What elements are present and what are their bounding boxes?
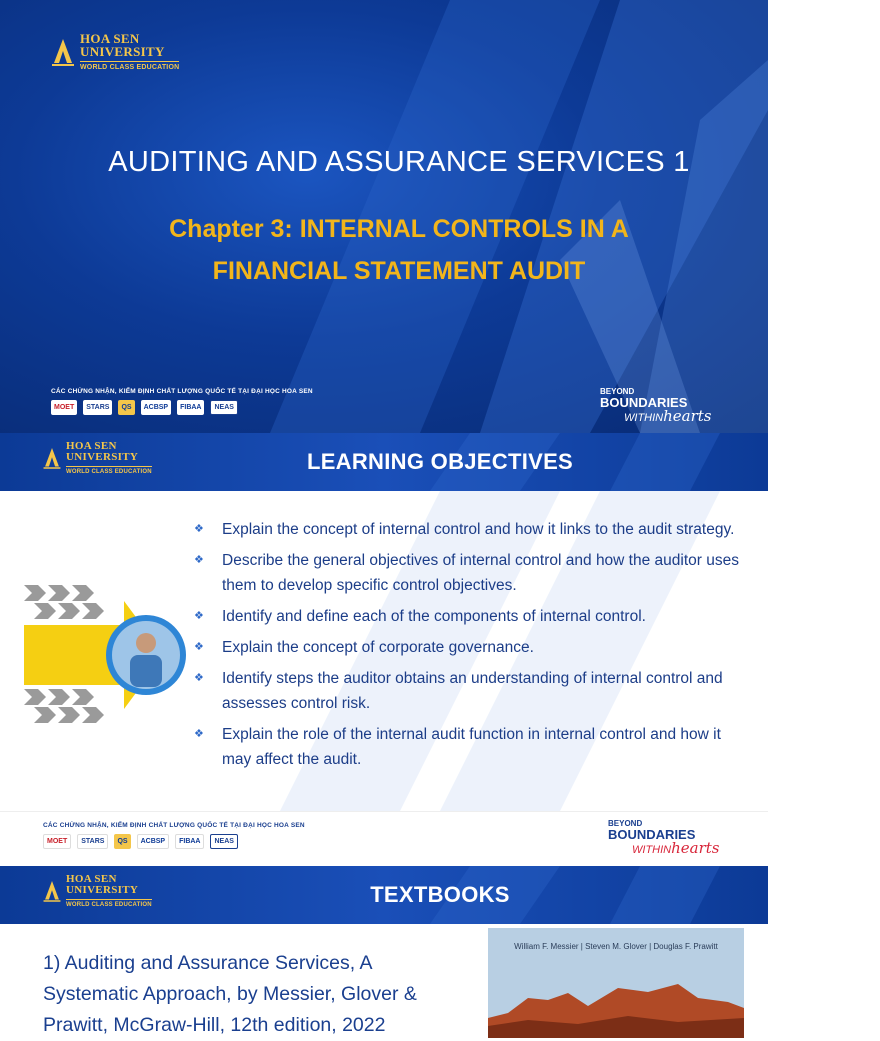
acbsp-badge: ACBSP (137, 834, 170, 849)
brand-line2: UNIVERSITY (66, 451, 139, 463)
diamond-bullet-icon: ❖ (194, 610, 204, 622)
arrows-illustration (24, 581, 188, 729)
slogan-top: BEYOND (608, 819, 643, 828)
brand-tagline: WORLD CLASS EDUCATION (66, 899, 152, 908)
moet-badge: MOET (43, 834, 71, 849)
list-item: ❖ Explain the concept of corporate governance. (190, 635, 750, 660)
fibaa-badge: FIBAA (175, 834, 204, 849)
stars-badge: STARS (83, 400, 112, 415)
brand-line1: HOA SEN (66, 873, 117, 885)
moet-badge: MOET (51, 400, 77, 415)
diamond-bullet-icon: ❖ (194, 554, 204, 566)
book-cover-landscape (488, 958, 744, 1038)
certification-badges (51, 400, 238, 415)
book-cover-image (488, 928, 744, 1038)
slogan-within: WITHIN (632, 844, 672, 856)
diamond-bullet-icon: ❖ (194, 641, 204, 653)
slogan-bottom (624, 409, 712, 424)
slogan-bottom (632, 841, 720, 856)
diamond-bullet-icon: ❖ (194, 672, 204, 684)
qs-badge: QS (118, 400, 134, 415)
diamond-bullet-icon: ❖ (194, 523, 204, 535)
list-item: ❖ Explain the concept of internal control and how it links to the audit strategy. (190, 517, 750, 542)
brand-line1: HOA SEN (66, 440, 117, 452)
certification-badges (43, 834, 238, 849)
header-band (0, 866, 768, 924)
neas-badge: NEAS (210, 400, 237, 415)
slogan-mid: BOUNDARIES (608, 827, 696, 842)
slide-footer (0, 811, 768, 865)
certification-caption: CÁC CHỨNG NHẬN, KIỂM ĐỊNH CHẤT LƯỢNG QUỐC TẾ TẠI ĐẠI HỌC HOA SEN (51, 388, 313, 395)
neas-badge: NEAS (210, 834, 237, 849)
slogan (608, 820, 720, 856)
list-item: ❖ Explain the role of the internal audit function in internal control and how it may affect the audit. (190, 722, 750, 772)
brand-line1: HOA SEN (80, 31, 140, 46)
header-band (0, 433, 768, 491)
university-logo (50, 32, 179, 71)
stars-badge: STARS (77, 834, 108, 849)
chapter-title-line1: Chapter 3: INTERNAL CONTROLS IN A (169, 215, 629, 243)
certification-caption: CÁC CHỨNG NHẬN, KIỂM ĐỊNH CHẤT LƯỢNG QUỐC TẾ TẠI ĐẠI HỌC HOA SEN (43, 822, 305, 829)
brand-tagline: WORLD CLASS EDUCATION (66, 466, 152, 475)
textbook-item: 1) Auditing and Assurance Services, A Systematic Approach, by Messier, Glover & Prawitt, McGraw-Hill, 12th edition, 2022 (43, 952, 417, 1036)
diamond-bullet-icon: ❖ (194, 728, 204, 740)
objectives-list (190, 517, 750, 778)
textbooks-slide (0, 866, 768, 1036)
list-item: ❖ Describe the general objectives of internal control and how the auditor uses them to develop specific control objectives. (190, 548, 750, 598)
slogan-top: BEYOND (600, 387, 635, 396)
brand-line2: UNIVERSITY (66, 884, 139, 896)
section-heading: LEARNING OBJECTIVES (306, 449, 574, 474)
title-slide (0, 0, 768, 433)
slogan (600, 388, 712, 424)
chapter-title (0, 208, 798, 292)
course-title: AUDITING AND ASSURANCE SERVICES 1 (108, 146, 690, 178)
qs-badge: QS (114, 834, 130, 849)
slogan-hearts: hearts (663, 407, 712, 425)
book-authors: William F. Messier | Steven M. Glover | Douglas F. Prawitt (514, 942, 718, 951)
section-heading: TEXTBOOKS (370, 882, 510, 907)
list-item: ❖ Identify steps the auditor obtains an understanding of internal control and assesses control risk. (190, 666, 750, 716)
chapter-title-line2: FINANCIAL STATEMENT AUDIT (212, 257, 586, 285)
slogan-hearts: hearts (671, 839, 720, 857)
brand-line2: UNIVERSITY (80, 44, 165, 59)
lotus-logo-icon (50, 37, 76, 67)
fibaa-badge: FIBAA (177, 400, 204, 415)
slogan-mid: BOUNDARIES (600, 395, 688, 410)
list-item: ❖ Identify and define each of the components of internal control. (190, 604, 750, 629)
learning-objectives-slide (0, 433, 768, 865)
brand-tagline: WORLD CLASS EDUCATION (80, 61, 179, 71)
slogan-within: WITHIN (624, 412, 664, 424)
acbsp-badge: ACBSP (141, 400, 172, 415)
